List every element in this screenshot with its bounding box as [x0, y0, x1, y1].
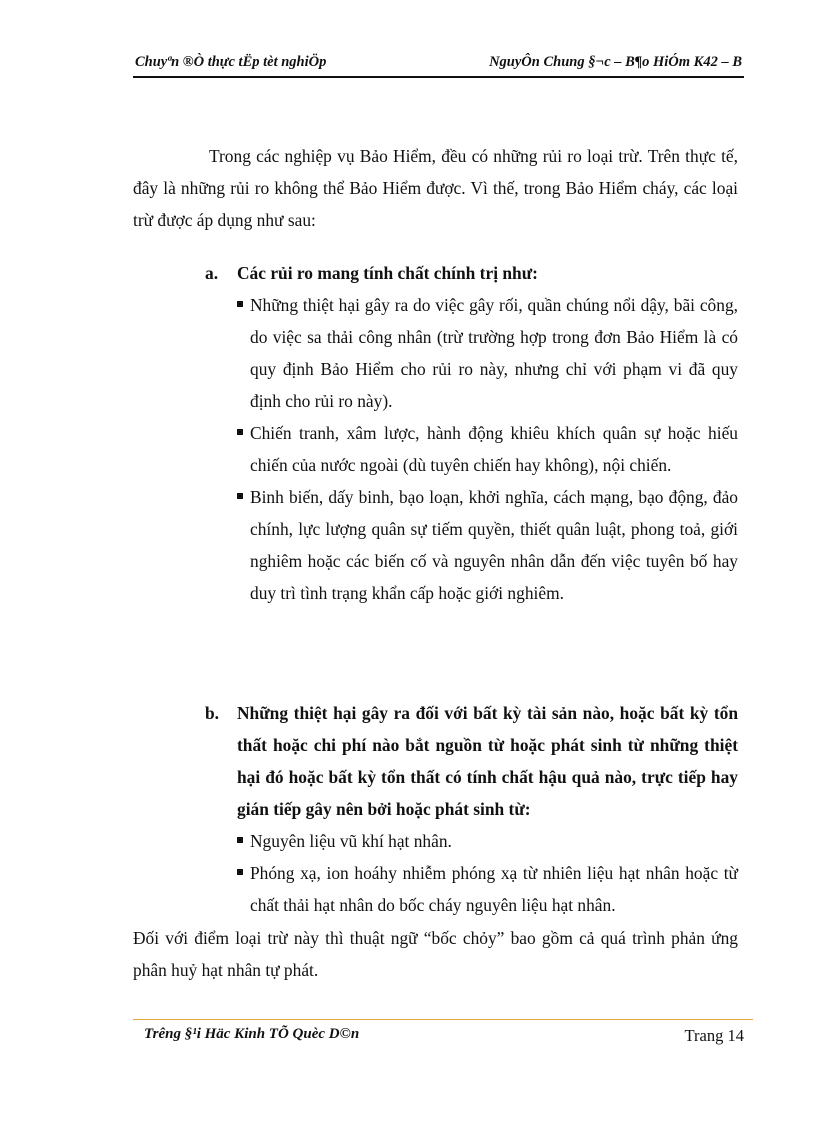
header-author: NguyÔn Chung §¬c – B¶o HiÓm K42 – B: [489, 54, 742, 70]
page-header: [133, 52, 744, 74]
square-bullet-icon: [237, 429, 243, 435]
list-item: Phóng xạ, ion hoáhy nhiễm phóng xạ từ nhiên liệu hạt nhân hoặc từ chất thải hạt nhân do bốc cháy nguyên liệu hạt nhân.: [222, 857, 738, 921]
header-title: Chuyªn ®Ò thực tËp tèt nghiÖp: [135, 54, 327, 70]
square-bullet-icon: [237, 493, 243, 499]
square-bullet-icon: [237, 837, 243, 843]
list-item: Những thiệt hại gây ra do việc gây rối, quần chúng nổi dậy, bãi công, do việc sa thải công nhân (trừ trường hợp trong đơn Bảo Hiểm là có quy định Bảo Hiểm cho rủi ro này, nhưng chỉ với phạm vi đã quy định cho rủi ro này).: [222, 289, 738, 417]
section-a-heading: [205, 257, 738, 289]
section-a-letter: a.: [205, 263, 219, 283]
section-b-heading: [205, 697, 738, 825]
square-bullet-icon: [237, 869, 243, 875]
section-a: [205, 257, 738, 609]
footer-divider: [133, 1019, 753, 1020]
section-a-title: Các rủi ro mang tính chất chính trị như:: [237, 263, 538, 283]
section-b-letter: b.: [205, 703, 220, 723]
page-number: Trang 14: [684, 1026, 744, 1045]
section-b-title: Những thiệt hại gây ra đối với bất kỳ tài sản nào, hoặc bất kỳ tổn thất hoặc chi phí nào bắt nguồn từ hoặc phát sinh từ những thiệt hại đó hoặc bất kỳ tổn thất có tính chất hậu quả nào, trực tiếp hay gián tiếp gây nên bởi hoặc phát sinh từ:: [237, 703, 738, 819]
header-divider: [133, 76, 744, 78]
intro-paragraph: Trong các nghiệp vụ Bảo Hiểm, đều có những rủi ro loại trừ. Trên thực tế, đây là những rủi ro không thể Bảo Hiểm được. Vì thế, trong Bảo Hiểm cháy, các loại trừ được áp dụng như sau:: [133, 146, 738, 230]
square-bullet-icon: [237, 301, 243, 307]
section-b: [205, 697, 738, 921]
list-item: Chiến tranh, xâm lược, hành động khiêu khích quân sự hoặc hiếu chiến của nước ngoài (dù tuyên chiến hay không), nội chiến.: [222, 417, 738, 481]
page-footer: [133, 1024, 744, 1048]
section-a-list: [205, 289, 738, 609]
list-item: Nguyên liệu vũ khí hạt nhân.: [222, 825, 738, 857]
conclusion-paragraph: Đối với điểm loại trừ này thì thuật ngữ “bốc chỏy” bao gồm cả quá trình phản ứng phân huỷ hạt nhân tự phát.: [133, 928, 738, 980]
list-item: Binh biến, dấy binh, bạo loạn, khởi nghĩa, cách mạng, bạo động, đảo chính, lực lượng quân sự tiếm quyền, thiết quân luật, phong toả, giới nghiêm hoặc các biến cố và nguyên nhân dẫn đến việc tuyên bố hay duy trì tình trạng khẩn cấp hoặc giới nghiêm.: [222, 481, 738, 609]
footer-university: Trêng §¹i Häc Kinh TÕ Quèc D©n: [144, 1026, 360, 1042]
section-b-list: [205, 825, 738, 921]
